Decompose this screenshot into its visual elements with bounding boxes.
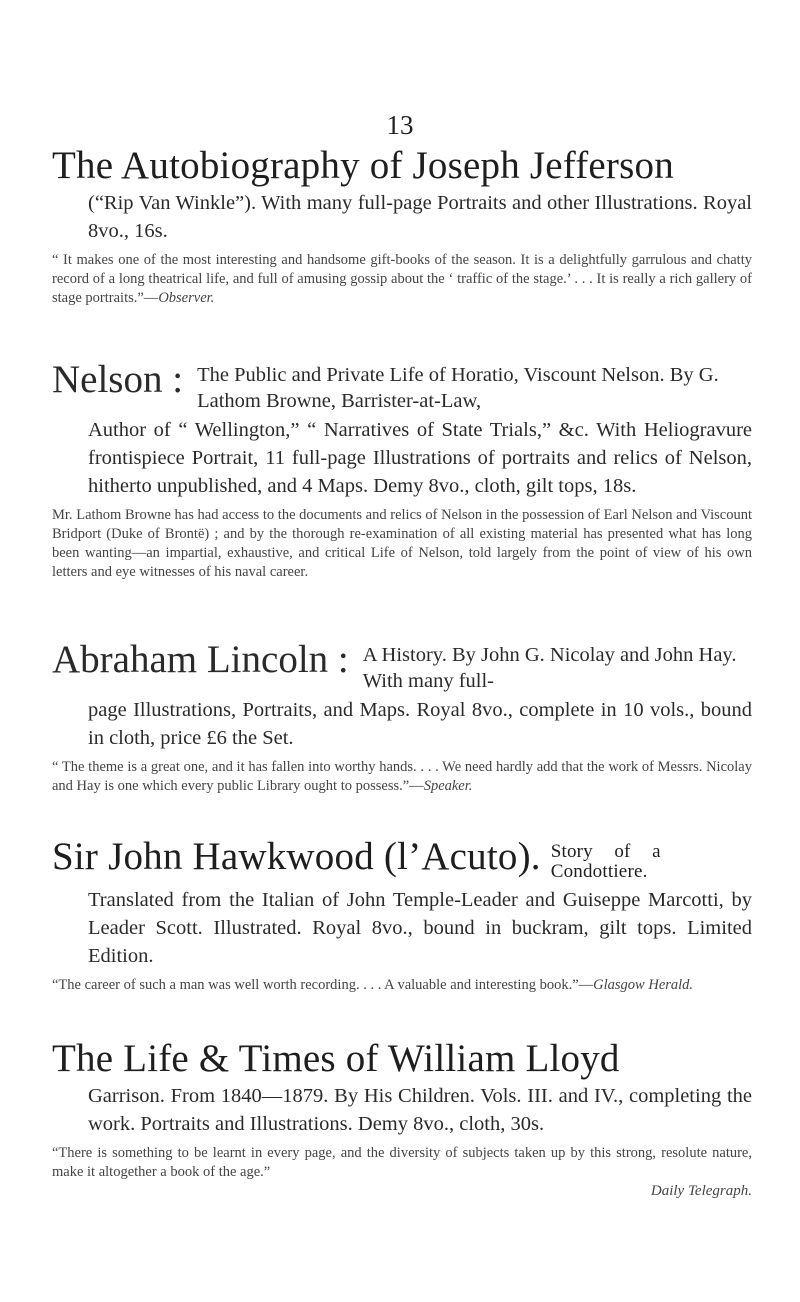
review-text: “ It makes one of the most interesting and handsome gift-books of the season. It is a delightfully garrulous and chatty record of a long theatrical life, and full of amusing gossip about the ‘ traffic of the stage.’ . . . It is really a rich gallery of stage portraits.”— [52,252,752,306]
review-source: Observer. [158,290,215,306]
entry-review [52,251,752,308]
review-source: Glasgow Herald. [593,977,694,993]
entry-description: Author of “ Wellington,” “ Narratives of State Trials,” &c. With Heliogravure frontispiece Portrait, 11 full-page Illustrations of portraits and relics of Nelson, hitherto unpublished, and 4 Maps. Demy 8vo., cloth, gilt tops, 18s. [88,419,752,497]
entry-title: Sir John Hawkwood (l’Acuto). [52,835,541,878]
entry-description: Translated from the Italian of John Temple-Leader and Guiseppe Marcotti, by Leader Scott. Illustrated. Royal 8vo., bound in buckram, gilt tops. Limited Edition. [88,889,752,967]
entry-description: (“Rip Van Winkle”). With many full-page Portraits and other Illustrations. Royal 8vo., 16s. [88,192,752,242]
review-text: “ The theme is a great one, and it has fallen into worthy hands. . . . We need hardly add that the work of Messrs. Nicolay and Hay is one which every public Library ought to possess.”— [52,759,752,794]
entry-review [52,1144,752,1201]
review-text: “The career of such a man was well worth recording. . . . A valuable and interesting book.”— [52,977,594,993]
entry-review [52,758,752,796]
entry-jefferson [52,143,752,308]
entry-description-head: The Public and Private Life of Horatio, Viscount Nelson. By G. Lathom Browne, Barrister-at-Law, [197,364,719,412]
page-number: 13 [386,110,414,140]
entry-description: page Illustrations, Portraits, and Maps. Royal 8vo., complete in 10 vols., bound in cloth, price £6 the Set. [88,699,752,749]
entry-garrison [52,1036,752,1201]
review-source: Speaker. [423,778,473,794]
entry-review [52,976,752,995]
entry-nelson [52,360,752,582]
entry-heading [52,360,752,414]
review-text: “There is something to be learnt in every page, and the diversity of subjects taken up by this strong, resolute nature, make it altogether a book of the age.” [52,1145,752,1180]
entry-title: Nelson : [52,358,184,401]
entry-title: The Life & Times of William Lloyd [52,1037,620,1080]
entry-hawkwood [52,834,752,995]
review-source: Daily Telegraph. [650,1183,752,1199]
entry-heading [52,640,752,694]
entry-title-aside: Story of a Condottiere. [550,841,661,882]
entry-review: Mr. Lathom Browne has had access to the documents and relics of Nelson in the possession of Earl Nelson and Viscount Bridport (Duke of Brontë) ; and by the thorough re-examination of all existing material has presented what has long been wanting—an impartial, exhaustive, and critical Life of Nelson, told largely from the point of view of his own letters and eye witnesses of his naval career. [52,507,752,580]
entry-lincoln [52,640,752,796]
entry-title: The Autobiography of Joseph Jefferson [52,144,674,187]
entry-title: Abraham Lincoln : [52,638,349,681]
entry-description: Garrison. From 1840—1879. By His Children. Vols. III. and IV., completing the work. Portraits and Illustrations. Demy 8vo., cloth, 30s. [88,1085,752,1135]
entry-heading [52,834,752,882]
entry-description-head: A History. By John G. Nicolay and John Hay. With many full- [362,644,737,692]
